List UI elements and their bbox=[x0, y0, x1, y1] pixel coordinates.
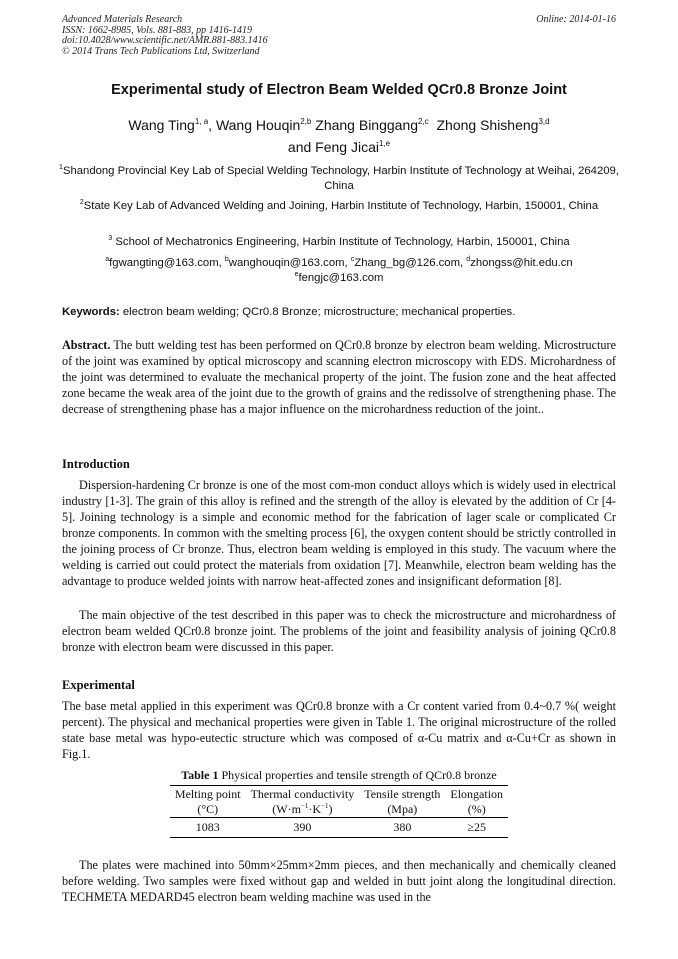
affiliation-text: State Key Lab of Advanced Welding and Joining, Harbin Institute of Technology, Harbin, 150001, China bbox=[83, 200, 599, 212]
table-header-cell: Thermal conductivity bbox=[246, 786, 360, 802]
experimental-heading: Experimental bbox=[62, 678, 135, 692]
author-line-1 bbox=[40, 114, 638, 136]
copyright-line: © 2014 Trans Tech Publications Ltd, Switzerland bbox=[62, 45, 260, 57]
online-date: Online: 2014-01-16 bbox=[536, 14, 616, 25]
keywords bbox=[62, 306, 616, 318]
table-caption bbox=[62, 768, 616, 783]
affiliation-sup: 2 bbox=[79, 199, 84, 206]
affiliation-text: School of Mechatronics Engineering, Harbin Institute of Technology, Harbin, 150001, China bbox=[112, 236, 570, 248]
author-name: Wang Houqin bbox=[215, 117, 301, 133]
author-sup: 2,b bbox=[300, 117, 312, 126]
experimental-paragraph-1: The base metal applied in this experiment was QCr0.8 bronze with a Cr content varied from 0.4~0.7 %( weight percent). The physical and mechanical properties were given in Table 1. The original microstructure of the rolled state base metal was hypo-eutectic structure which was composed of α-Cu matrix and α-Cu+Cr as shown in Fig.1. bbox=[62, 699, 616, 761]
table-caption-label: Table 1 bbox=[181, 768, 219, 782]
email-line-2 bbox=[56, 271, 622, 286]
affiliation-1 bbox=[56, 164, 622, 193]
unit-exponent: −1 bbox=[321, 801, 329, 810]
email-list bbox=[56, 256, 622, 285]
keywords-label: Keywords: bbox=[62, 306, 120, 318]
email-address[interactable]: fengjc@163.com bbox=[298, 271, 384, 284]
paper-title: Experimental study of Electron Beam Welded QCr0.8 Bronze Joint bbox=[111, 82, 567, 98]
journal-name: Advanced Materials Research bbox=[62, 14, 183, 25]
email-address[interactable]: wanghouqin@163.com, bbox=[228, 257, 351, 269]
author-list bbox=[40, 114, 638, 158]
doi-line: doi:10.4028/www.scientific.net/AMR.881-883.1416 bbox=[62, 35, 268, 46]
unit-exponent: −1 bbox=[300, 801, 309, 810]
affiliation-3 bbox=[56, 235, 622, 250]
affiliation-2 bbox=[56, 199, 622, 214]
unit-part: ) bbox=[328, 801, 333, 816]
abstract bbox=[62, 337, 616, 417]
unit-part: ·K bbox=[308, 801, 322, 816]
table-cell: 380 bbox=[359, 818, 445, 838]
table-header-cell: Elongation bbox=[445, 786, 508, 802]
author-name: Zhong Shisheng bbox=[436, 117, 539, 133]
author-name: Feng Jicai bbox=[315, 139, 379, 155]
table-caption-text: Physical properties and tensile strength of QCr0.8 bronze bbox=[218, 768, 497, 782]
author-name: Wang Ting bbox=[128, 117, 195, 133]
email-line-1 bbox=[56, 256, 622, 271]
author-sup: 2,c bbox=[418, 117, 429, 126]
author-name: Zhang Binggang bbox=[315, 117, 419, 133]
table-unit-cell: (°C) bbox=[170, 802, 246, 818]
table-header-row bbox=[170, 786, 508, 802]
table-cell: ≥25 bbox=[445, 818, 508, 838]
table-header-cell: Tensile strength bbox=[359, 786, 445, 802]
table-unit-cell bbox=[246, 802, 360, 818]
experimental-paragraph-2: The plates were machined into 50mm×25mm×2mm pieces, and then mechanically and chemically cleaned before welding. Two samples were fixed without gap and welded in butt joint along the longitudinal direction. TECHMETA MEDARD45 electron beam welding machine was used in the bbox=[62, 858, 616, 904]
table-unit-cell: (Mpa) bbox=[359, 802, 445, 818]
issn-line: ISSN: 1662-8985, Vols. 881-883, pp 1416-1419 bbox=[62, 24, 252, 36]
email-sup: d bbox=[466, 256, 471, 263]
affiliation-sup: 1 bbox=[59, 164, 63, 171]
abstract-text: The butt welding test has been performed on QCr0.8 bronze by electron beam welding. Microstructure of the joint was examined by optical microscopy and scanning electron microscopy with EDS. Microhardness of the joint was determined to evaluate the mechanical property of the joint. The fusion zone and the heat affected zone became the weak area of the joint due to the growth of grains and the redissolve of strengthening phase. The decrease of strengthening phase has a major influence on the microhardness reduction of the joint.. bbox=[62, 338, 616, 416]
email-sup: c bbox=[350, 256, 355, 263]
table-cell: 390 bbox=[246, 818, 360, 838]
email-address[interactable]: fgwangting@163.com, bbox=[109, 257, 225, 269]
author-sup: 1, a bbox=[194, 117, 209, 126]
author-sup: 3,d bbox=[538, 117, 550, 126]
introduction-paragraph-2: The main objective of the test described in this paper was to check the microstructure and microhardness of electron beam welded QCr0.8 bronze joint. The problems of the joint and feasibility analysis of joining QCr0.8 bronze with electron beam were discussed in this paper. bbox=[62, 608, 616, 654]
table-row bbox=[170, 818, 508, 838]
author-line-2 bbox=[40, 136, 638, 158]
properties-table bbox=[170, 785, 508, 838]
author-prefix: and bbox=[287, 139, 316, 155]
author-sup: 1,e bbox=[378, 139, 391, 148]
table-cell: 1083 bbox=[170, 818, 246, 838]
table-1 bbox=[62, 768, 616, 838]
affiliation-text: Shandong Provincial Key Lab of Special Welding Technology, Harbin Institute of Technology at Weihai, 264209, China bbox=[62, 165, 619, 192]
email-sup: b bbox=[224, 256, 229, 263]
author-separator: , bbox=[208, 117, 216, 133]
introduction-heading: Introduction bbox=[62, 457, 130, 471]
introduction-paragraph-1: Dispersion-hardening Cr bronze is one of the most com-mon conduct alloys which is widely used in electrical industry [1-3]. The grain of this alloy is refined and the strength of the alloy is elevated by the addition of Cr [4-5]. Joining technology is a simple and economic method for the fabrication of lager scale or complicated Cr bronze components. In common with the smelting process [6], the oxygen content should be strictly controlled in the joining process of Cr bronze. Thus, electron beam welding is employed in this study. The vacuum where the welding is carried out could protect the materials from oxidation [7]. Meanwhile, electron beam welding has the advantage to produce welded joints with narrow heat-affected zones and insignificant deformation [8]. bbox=[62, 478, 616, 588]
email-address[interactable]: zhongss@hit.edu.cn bbox=[470, 257, 573, 269]
abstract-label: Abstract. bbox=[62, 338, 111, 352]
unit-part: (W·m bbox=[272, 801, 301, 816]
email-sup: e bbox=[294, 270, 299, 278]
email-sup: a bbox=[105, 256, 110, 263]
email-address[interactable]: Zhang_bg@126.com, bbox=[354, 257, 467, 269]
table-unit-cell: (%) bbox=[445, 802, 508, 818]
table-unit-row bbox=[170, 802, 508, 818]
keywords-text: electron beam welding; QCr0.8 Bronze; microstructure; mechanical properties. bbox=[119, 306, 516, 318]
affiliation-sup: 3 bbox=[108, 235, 113, 242]
table-header-cell: Melting point bbox=[170, 786, 246, 802]
journal-header bbox=[62, 15, 616, 57]
